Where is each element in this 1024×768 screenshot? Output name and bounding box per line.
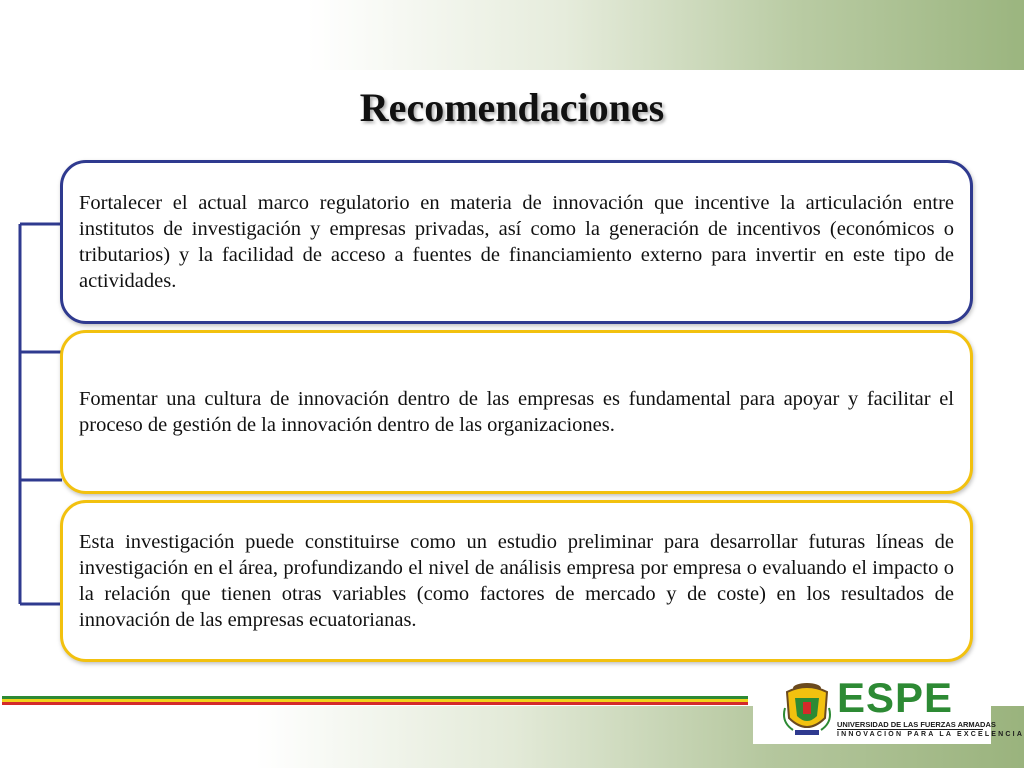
espe-logo [753, 672, 1024, 744]
flag-stripes [2, 696, 748, 708]
university-crest-icon [781, 678, 833, 738]
brand-tagline: INNOVACIÓN PARA LA EXCELENCIA [837, 731, 1024, 738]
brand-wordmark: ESPE [837, 674, 954, 721]
brand-divider [837, 729, 983, 730]
recommendation-box-3 [60, 500, 973, 662]
recommendation-text-3: Esta investigación puede constituirse como un estudio preliminar para desarrollar futuras líneas de investigación en el área, profundizando el nivel de análisis empresa por empresa o evaluando el impacto o la relación que tienen otras variables (como factores de mercado y de coste) en los resultados de innovación de las empresas ecuatorianas. [79, 531, 954, 631]
stripe-red [2, 702, 748, 705]
recommendation-box-1 [60, 160, 973, 324]
recommendation-text-1: Fortalecer el actual marco regulatorio en materia de innovación que incentive la articulación entre institutos de investigación y empresas privadas, así como la generación de incentivos (económicos o tributarios) y la facilidad de acceso a fuentes de financiamiento externo para invertir en este tipo de actividades. [79, 192, 954, 292]
slide-title: Recomendaciones [359, 85, 665, 130]
top-decorative-band [0, 0, 1024, 70]
recommendation-text-2: Fomentar una cultura de innovación dentro de las empresas es fundamental para apoyar y facilitar el proceso de gestión de la innovación dentro de las organizaciones. [79, 388, 954, 436]
recommendation-box-2 [60, 330, 973, 494]
brand-university-name: UNIVERSIDAD DE LAS FUERZAS ARMADAS [837, 720, 996, 729]
